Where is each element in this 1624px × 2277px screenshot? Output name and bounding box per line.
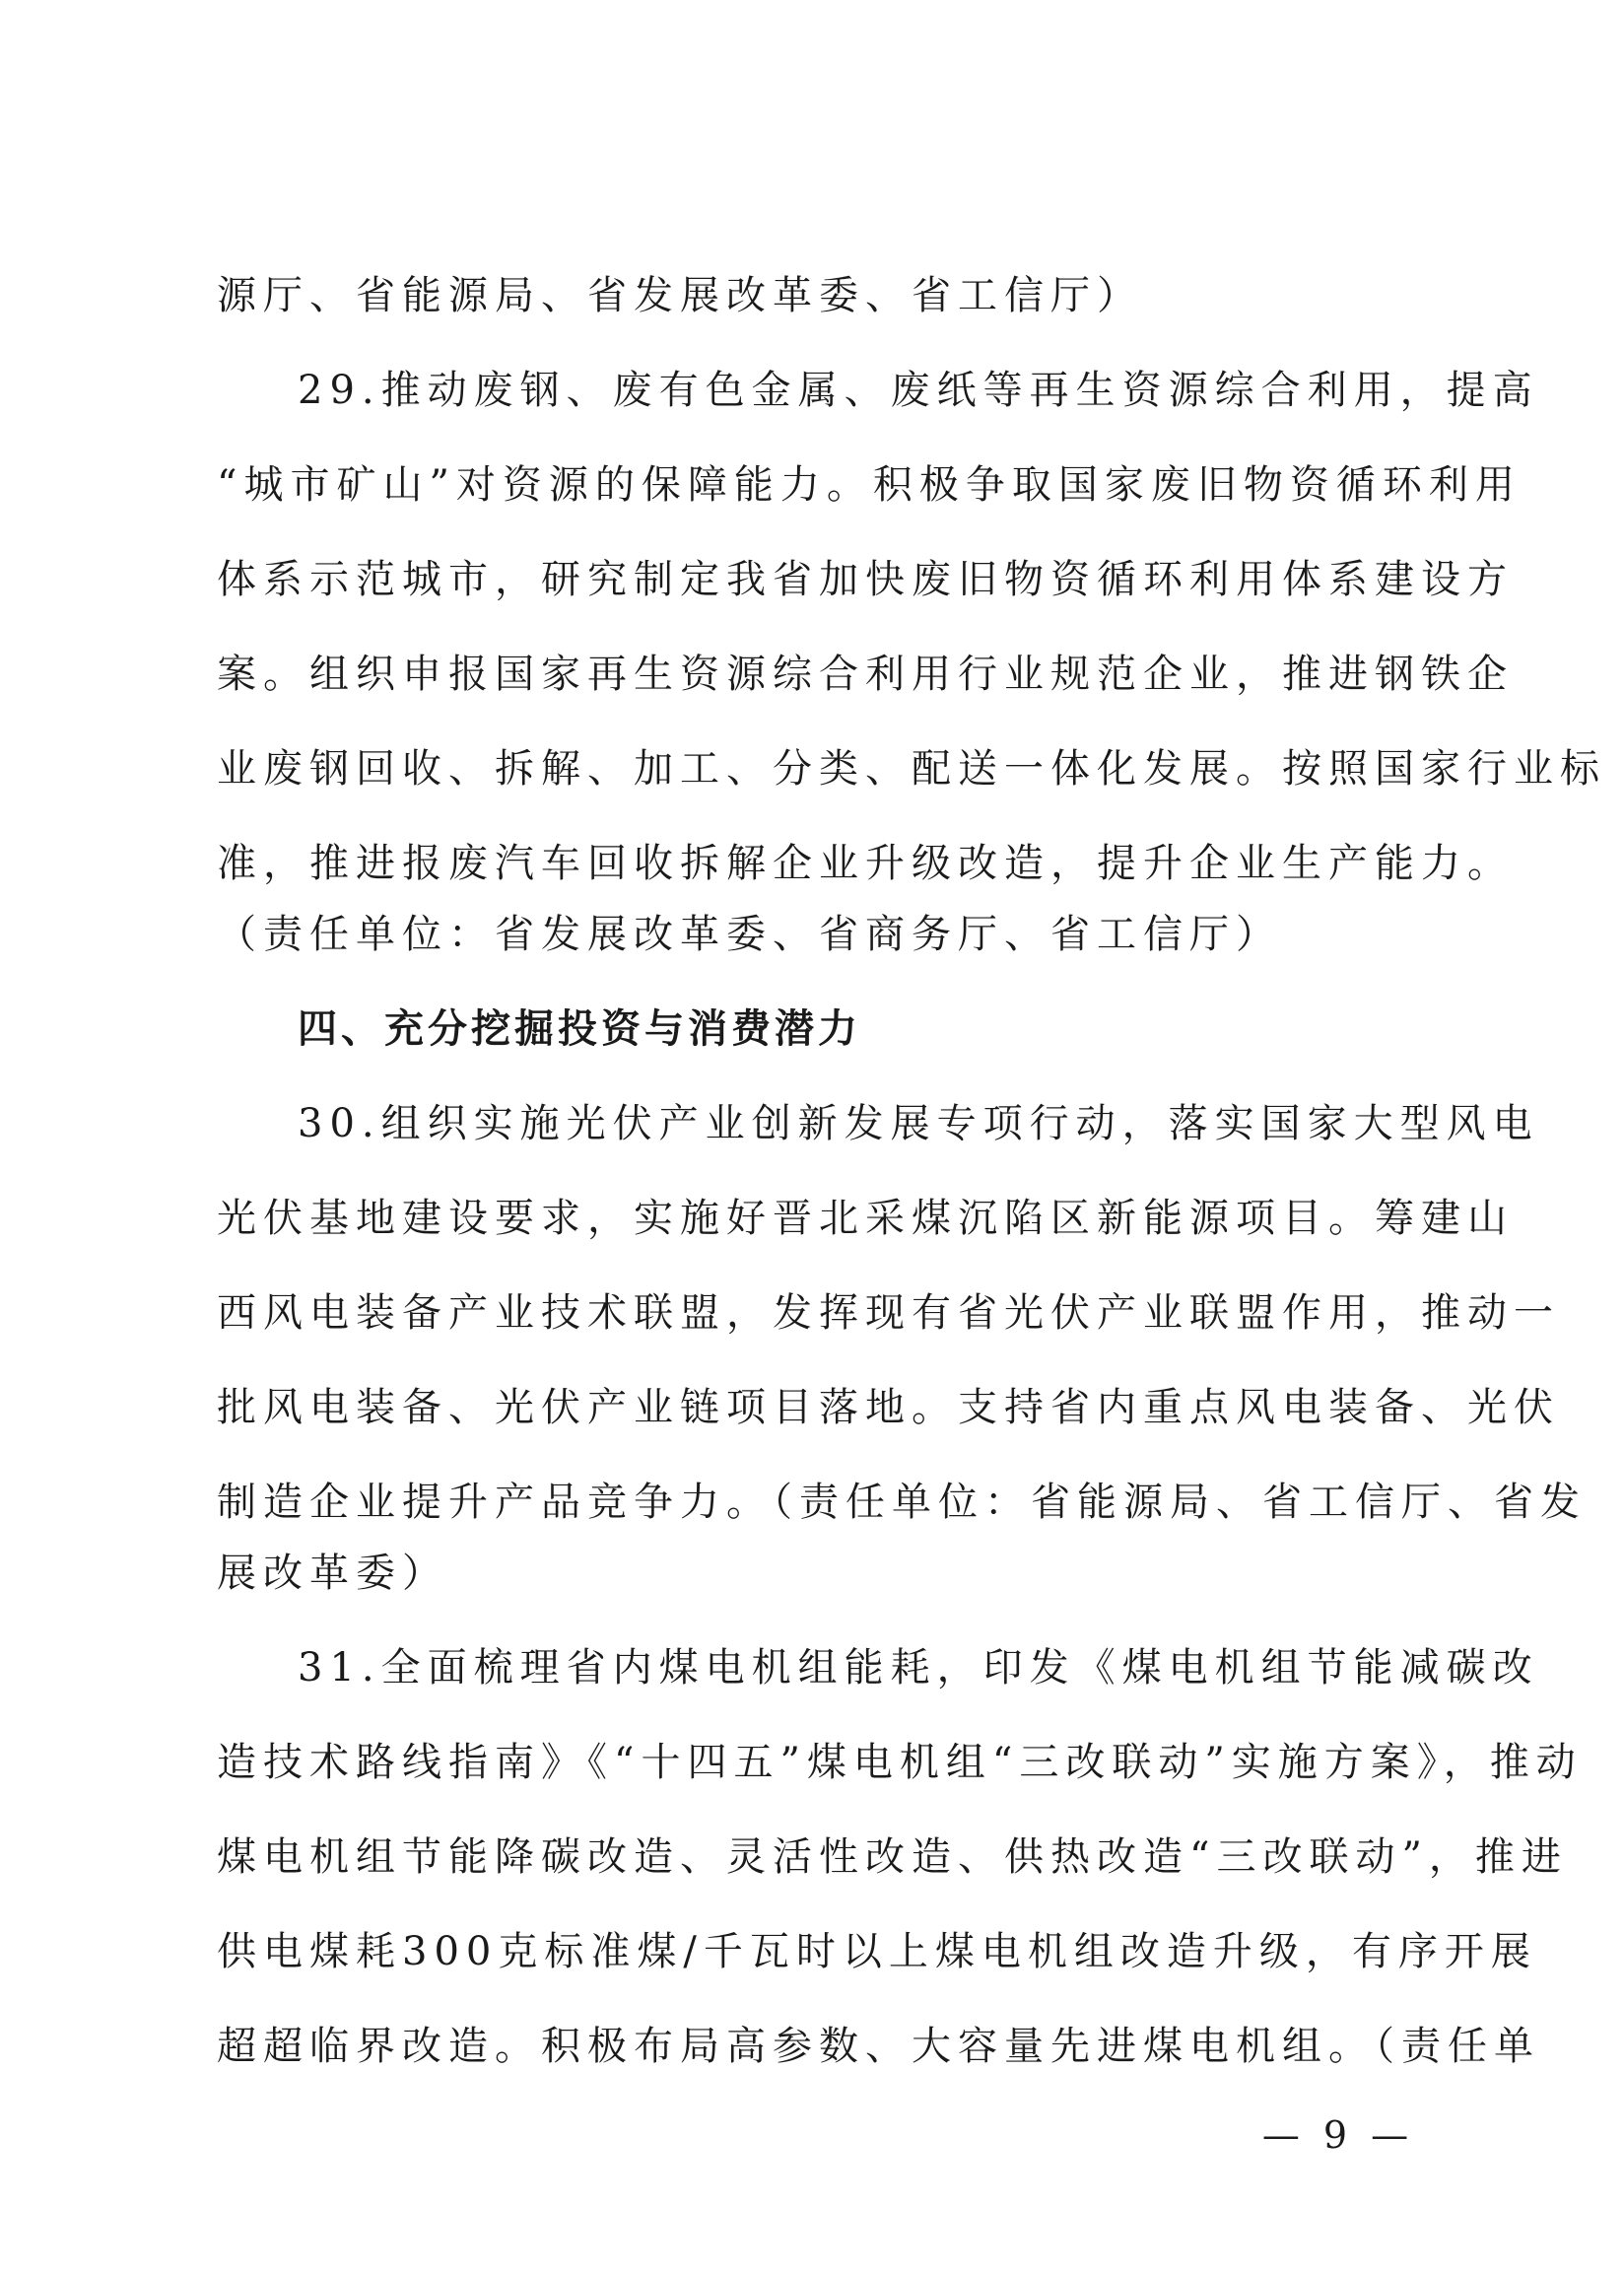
page-number: — 9 — — [1261, 2113, 1415, 2157]
paragraph-line: 30.组织实施光伏产业创新发展专项行动，落实国家大型风电 — [298, 1101, 1539, 1146]
paragraph-line: 体系示范城市，研究制定我省加快废旧物资循环利用体系建设方 — [217, 557, 1514, 602]
paragraph-line: 供电煤耗300克标准煤/千瓦时以上煤电机组改造升级，有序开展 — [217, 1929, 1537, 1974]
paragraph-line: “城市矿山”对资源的保障能力。积极争取国家废旧物资循环利用 — [217, 462, 1522, 508]
section-heading: 四、充分挖掘投资与消费潜力 — [298, 1006, 861, 1052]
paragraph-line: 光伏基地建设要求，实施好晋北采煤沉陷区新能源项目。筹建山 — [217, 1196, 1514, 1241]
paragraph-line: 29.推动废钢、废有色金属、废纸等再生资源综合利用，提高 — [298, 368, 1539, 413]
paragraph-line: 31.全面梳理省内煤电机组能耗，印发《煤电机组节能减碳改 — [298, 1645, 1539, 1690]
paragraph-line: 源厅、省能源局、省发展改革委、省工信厅） — [217, 273, 1143, 318]
paragraph-line: 展改革委） — [217, 1551, 448, 1596]
paragraph-line: （责任单位：省发展改革委、省商务厅、省工信厅） — [217, 912, 1282, 957]
paragraph-line: 超超临界改造。积极布局高参数、大容量先进煤电机组。（责任单 — [217, 2024, 1540, 2069]
paragraph-line: 制造企业提升产品竞争力。（责任单位：省能源局、省工信厅、省发 — [217, 1480, 1587, 1525]
paragraph-line: 造技术路线指南》《“十四五”煤电机组“三改联动”实施方案》，推动 — [217, 1740, 1583, 1785]
paragraph-line: 批风电装备、光伏产业链项目落地。支持省内重点风电装备、光伏 — [217, 1385, 1560, 1430]
paragraph-line: 准，推进报废汽车回收拆解企业升级改造，提升企业生产能力。 — [217, 841, 1514, 886]
paragraph-line: 业废钢回收、拆解、加工、分类、配送一体化发展。按照国家行业标 — [217, 746, 1606, 792]
paragraph-line: 案。组织申报国家再生资源综合利用行业规范企业，推进钢铁企 — [217, 652, 1514, 697]
paragraph-line: 煤电机组节能降碳改造、灵活性改造、供热改造“三改联动”，推进 — [217, 1834, 1568, 1880]
paragraph-line: 西风电装备产业技术联盟，发挥现有省光伏产业联盟作用，推动一 — [217, 1290, 1560, 1336]
